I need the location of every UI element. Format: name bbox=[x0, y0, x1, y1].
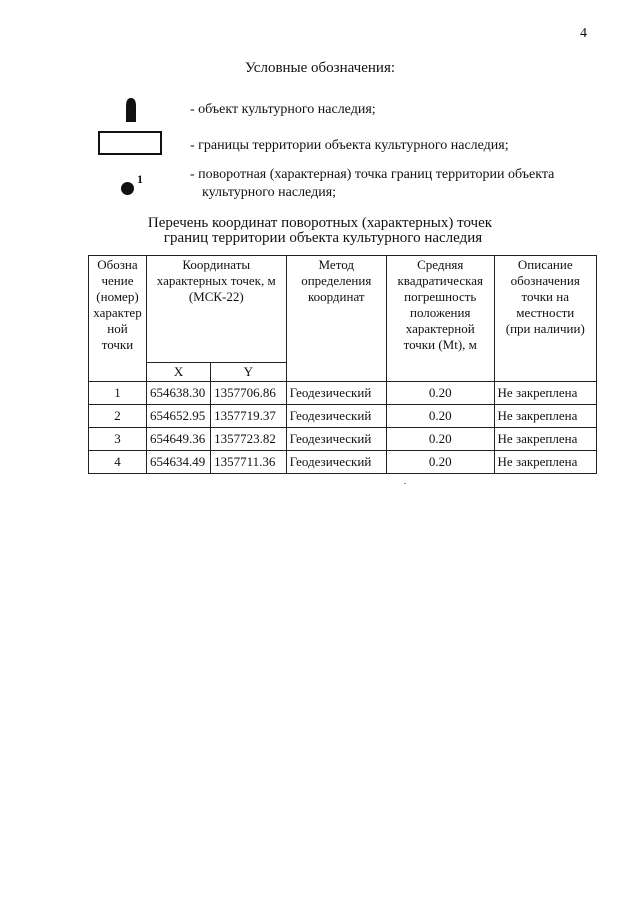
cell-method: Геодезический bbox=[286, 382, 386, 405]
header-x: X bbox=[146, 363, 210, 382]
cell-number: 3 bbox=[89, 428, 147, 451]
cell-method: Геодезический bbox=[286, 405, 386, 428]
cell-description: Не закреплена bbox=[494, 405, 596, 428]
header-description: Описание обозначения точки на местности (при наличии) bbox=[494, 256, 596, 382]
cell-x: 654638.30 bbox=[146, 382, 210, 405]
cell-y: 1357706.86 bbox=[211, 382, 287, 405]
header-designation: Обозна чение (номер) характер ной точки bbox=[89, 256, 147, 382]
cell-number: 2 bbox=[89, 405, 147, 428]
header-y: Y bbox=[211, 363, 287, 382]
header-method: Метод определения координат bbox=[286, 256, 386, 382]
page-number: 4 bbox=[580, 26, 587, 41]
legend-item-point-text-line2: культурного наследия; bbox=[202, 185, 337, 200]
turning-point-label: 1 bbox=[137, 172, 143, 186]
cell-method: Геодезический bbox=[286, 428, 386, 451]
cell-x: 654649.36 bbox=[146, 428, 210, 451]
cell-description: Не закреплена bbox=[494, 451, 596, 474]
legend-item-monument-text: - объект культурного наследия; bbox=[190, 102, 376, 117]
table-header-row bbox=[89, 256, 597, 363]
cell-description: Не закреплена bbox=[494, 428, 596, 451]
cell-method: Геодезический bbox=[286, 451, 386, 474]
table-row bbox=[89, 451, 597, 474]
legend-item-point-text-line1: - поворотная (характерная) точка границ территории объекта bbox=[190, 167, 555, 182]
cell-x: 654652.95 bbox=[146, 405, 210, 428]
header-coordinates: Координаты характерных точек, м (МСК-22) bbox=[146, 256, 286, 363]
monument-icon bbox=[124, 98, 138, 122]
cell-y: 1357719.37 bbox=[211, 405, 287, 428]
cell-number: 4 bbox=[89, 451, 147, 474]
legend-title: Условные обозначения: bbox=[244, 60, 396, 76]
cell-error: 0.20 bbox=[386, 405, 494, 428]
cell-y: 1357723.82 bbox=[211, 428, 287, 451]
cell-description: Не закреплена bbox=[494, 382, 596, 405]
legend-item-boundary-text: - границы территории объекта культурного наследия; bbox=[190, 138, 509, 153]
list-title-line2: границ территории объекта культурного наследия bbox=[163, 230, 483, 246]
header-error: Средняя квадратическая погрешность положения характерной точки (Mt), м bbox=[386, 256, 494, 382]
table-row bbox=[89, 405, 597, 428]
table-row bbox=[89, 428, 597, 451]
boundary-rect-icon bbox=[98, 131, 162, 155]
cell-error: 0.20 bbox=[386, 382, 494, 405]
table-row bbox=[89, 382, 597, 405]
turning-point-icon bbox=[121, 182, 134, 195]
cell-error: 0.20 bbox=[386, 428, 494, 451]
list-title-line1: Перечень координат поворотных (характерных) точек bbox=[147, 215, 493, 231]
cell-y: 1357711.36 bbox=[211, 451, 287, 474]
cell-x: 654634.49 bbox=[146, 451, 210, 474]
scan-speck bbox=[404, 483, 406, 484]
cell-error: 0.20 bbox=[386, 451, 494, 474]
coordinates-table bbox=[88, 255, 597, 474]
list-title bbox=[0, 216, 640, 246]
cell-number: 1 bbox=[89, 382, 147, 405]
